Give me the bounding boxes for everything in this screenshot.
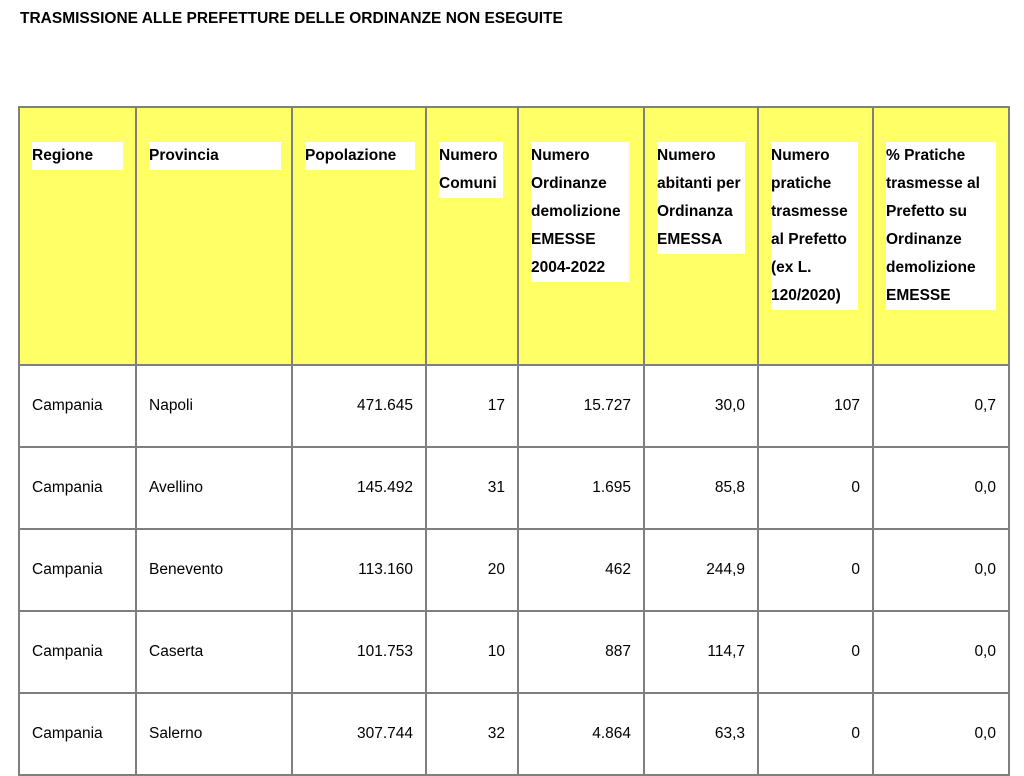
- cell-numero-comuni: 17: [426, 365, 518, 447]
- cell-numero-ordinanze: 15.727: [518, 365, 644, 447]
- header-label: Numero abitanti per Ordinanza EMESSA: [657, 142, 745, 254]
- table-row: [19, 693, 1009, 775]
- cell-provincia: Caserta: [136, 611, 292, 693]
- header-label: Numero Ordinanze demolizione EMESSE 2004-2022: [531, 142, 629, 282]
- cell-provincia: Avellino: [136, 447, 292, 529]
- cell-numero-ordinanze: 887: [518, 611, 644, 693]
- cell-provincia: Napoli: [136, 365, 292, 447]
- table-row: [19, 611, 1009, 693]
- data-table: [18, 106, 1010, 776]
- cell-popolazione: 471.645: [292, 365, 426, 447]
- cell-percentuale-pratiche: 0,0: [873, 447, 1009, 529]
- header-cell-provincia: [136, 107, 292, 365]
- cell-numero-comuni: 32: [426, 693, 518, 775]
- cell-abitanti-per-ordinanza: 30,0: [644, 365, 758, 447]
- header-cell-regione: [19, 107, 136, 365]
- header-row: [19, 107, 1009, 365]
- cell-pratiche-trasmesse: 0: [758, 529, 873, 611]
- header-cell-numero-comuni: [426, 107, 518, 365]
- header-cell-popolazione: [292, 107, 426, 365]
- header-label: % Pratiche trasmesse al Prefetto su Ordinanze demolizione EMESSE: [886, 142, 996, 310]
- cell-regione: Campania: [19, 693, 136, 775]
- header-label: Numero pratiche trasmesse al Prefetto (ex L. 120/2020): [771, 142, 858, 310]
- header-cell-numero-ordinanze: [518, 107, 644, 365]
- header-label: Numero Comuni: [439, 142, 503, 198]
- cell-provincia: Benevento: [136, 529, 292, 611]
- header-cell-pratiche-trasmesse: [758, 107, 873, 365]
- cell-regione: Campania: [19, 447, 136, 529]
- cell-abitanti-per-ordinanza: 114,7: [644, 611, 758, 693]
- cell-numero-ordinanze: 4.864: [518, 693, 644, 775]
- header-cell-abitanti-per-ordinanza: [644, 107, 758, 365]
- cell-popolazione: 145.492: [292, 447, 426, 529]
- cell-popolazione: 113.160: [292, 529, 426, 611]
- cell-pratiche-trasmesse: 0: [758, 611, 873, 693]
- header-label: Regione: [32, 142, 123, 170]
- header-label: Provincia: [149, 142, 281, 170]
- cell-numero-comuni: 31: [426, 447, 518, 529]
- cell-popolazione: 307.744: [292, 693, 426, 775]
- cell-percentuale-pratiche: 0,0: [873, 693, 1009, 775]
- cell-numero-comuni: 10: [426, 611, 518, 693]
- table-row: [19, 365, 1009, 447]
- cell-pratiche-trasmesse: 107: [758, 365, 873, 447]
- cell-abitanti-per-ordinanza: 63,3: [644, 693, 758, 775]
- cell-provincia: Salerno: [136, 693, 292, 775]
- cell-numero-ordinanze: 462: [518, 529, 644, 611]
- header-cell-percentuale-pratiche: [873, 107, 1009, 365]
- cell-percentuale-pratiche: 0,0: [873, 529, 1009, 611]
- document-title: TRASMISSIONE ALLE PREFETTURE DELLE ORDINANZE NON ESEGUITE: [20, 10, 563, 27]
- header-label: Popolazione: [305, 142, 415, 170]
- cell-percentuale-pratiche: 0,7: [873, 365, 1009, 447]
- cell-abitanti-per-ordinanza: 85,8: [644, 447, 758, 529]
- table-row: [19, 529, 1009, 611]
- cell-numero-ordinanze: 1.695: [518, 447, 644, 529]
- cell-percentuale-pratiche: 0,0: [873, 611, 1009, 693]
- cell-pratiche-trasmesse: 0: [758, 693, 873, 775]
- cell-regione: Campania: [19, 611, 136, 693]
- table-row: [19, 447, 1009, 529]
- cell-pratiche-trasmesse: 0: [758, 447, 873, 529]
- cell-numero-comuni: 20: [426, 529, 518, 611]
- cell-regione: Campania: [19, 529, 136, 611]
- cell-popolazione: 101.753: [292, 611, 426, 693]
- cell-abitanti-per-ordinanza: 244,9: [644, 529, 758, 611]
- cell-regione: Campania: [19, 365, 136, 447]
